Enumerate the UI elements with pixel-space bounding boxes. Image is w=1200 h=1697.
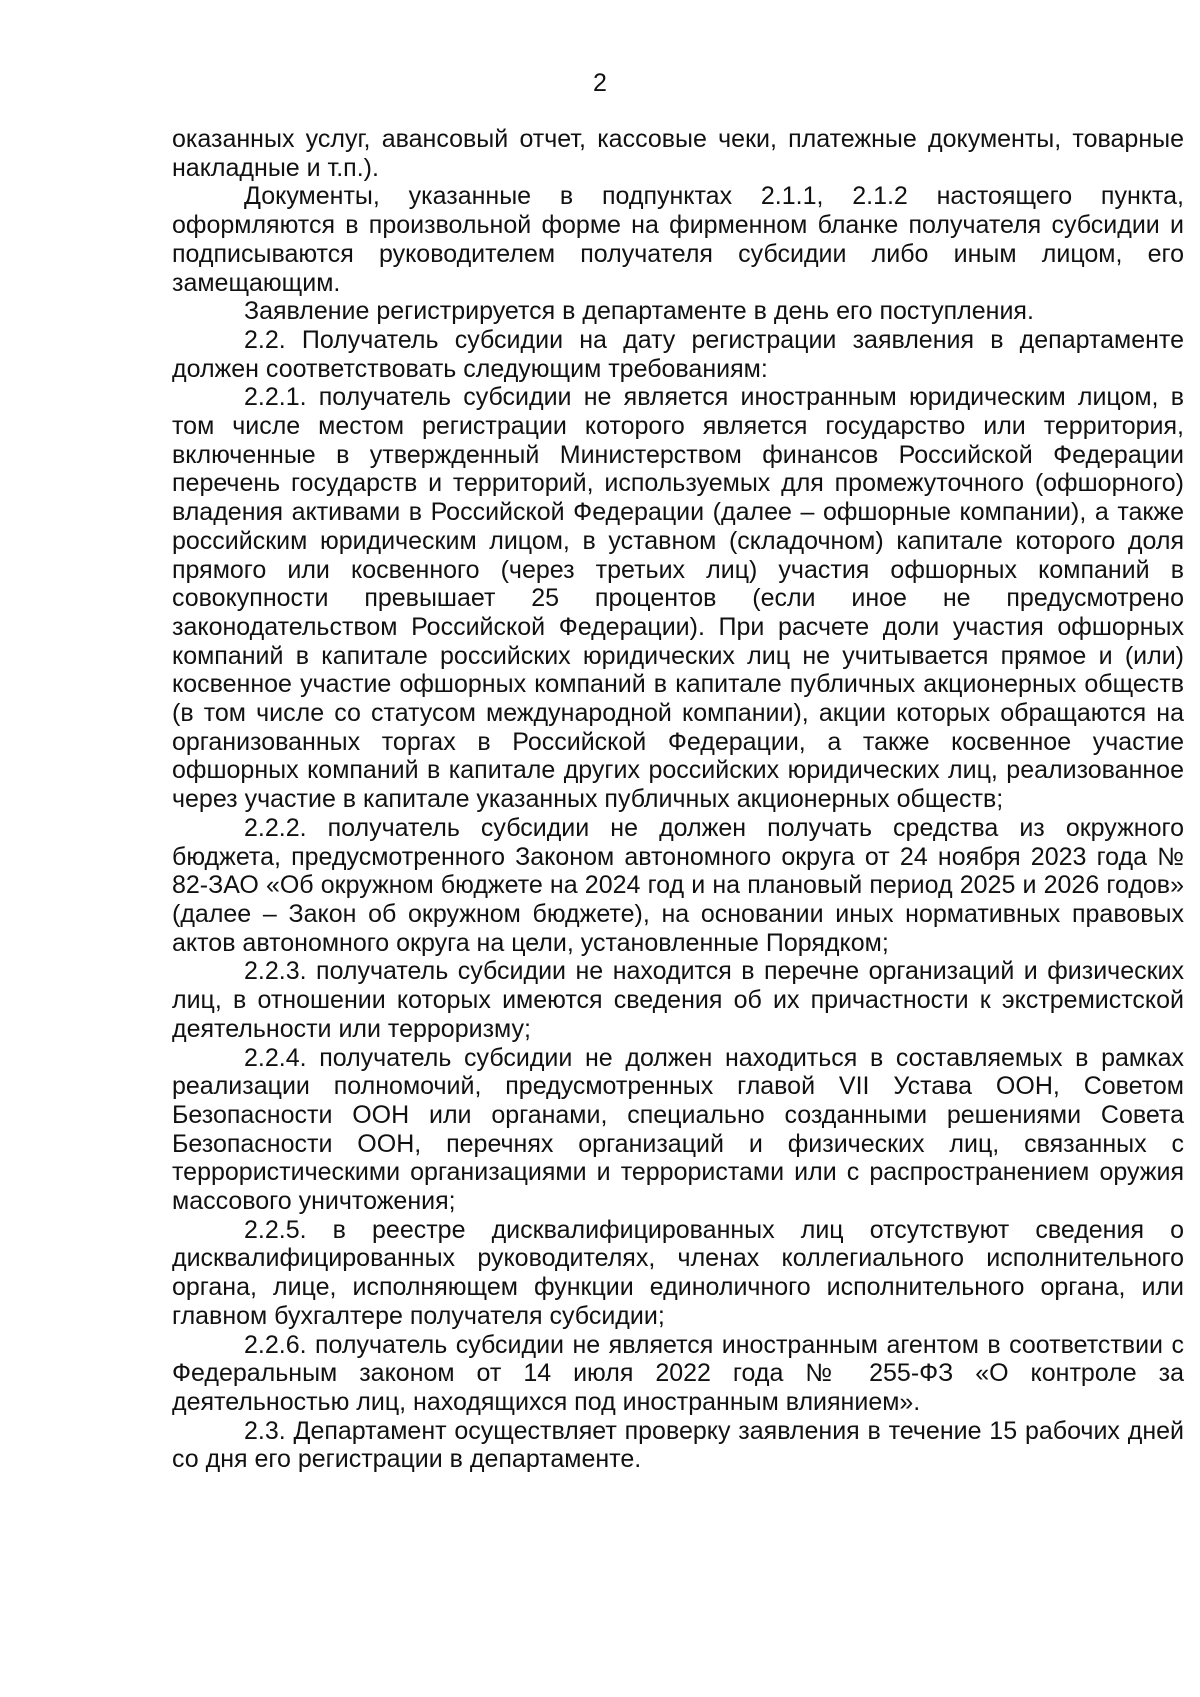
paragraph-2-2-5: 2.2.5. в реестре дисквалифицированных лиц отсутствуют сведения о дисквалифицированных руководителях, членах коллегиального исполнительного органа, лице, исполняющем функции единоличного исполнительного органа, или главном бухгалтере получателя субсидии; xyxy=(172,1215,1184,1330)
paragraph-continuation: оказанных услуг, авансовый отчет, кассовые чеки, платежные документы, товарные накладные и т.п.). xyxy=(172,125,1184,182)
paragraph-2-2: 2.2. Получатель субсидии на дату регистрации заявления в департаменте должен соответствовать следующим требованиям: xyxy=(172,325,1184,383)
paragraph-2-2-6: 2.2.6. получатель субсидии не является иностранным агентом в соответствии с Федеральным законом от 14 июля 2022 года № 255-ФЗ «О контроле за деятельностью лиц, находящихся под иностранным влиянием». xyxy=(172,1330,1184,1416)
paragraph-documents-form: Документы, указанные в подпунктах 2.1.1, 2.1.2 настоящего пункта, оформляются в произвольной форме на фирменном бланке получателя субсидии и подписываются руководителем получателя субсидии либо иным лицом, его замещающим. xyxy=(172,182,1184,297)
paragraph-registration: Заявление регистрируется в департаменте в день его поступления. xyxy=(244,297,1034,326)
paragraph-2-2-4: 2.2.4. получатель субсидии не должен находиться в составляемых в рамках реализации полномочий, предусмотренных главой VII Устава ООН, Советом Безопасности ООН или органами, специально созданными решениями Совета Безопасности ООН, перечнях организаций и физических лиц, связанных с террористическими организациями и террористами или с распространением оружия массового уничтожения; xyxy=(172,1043,1184,1216)
paragraph-2-2-3: 2.2.3. получатель субсидии не находится в перечне организаций и физических лиц, в отношении которых имеются сведения об их причастности к экстремистской деятельности или терроризму; xyxy=(172,957,1184,1043)
paragraph-2-2-2: 2.2.2. получатель субсидии не должен получать средства из окружного бюджета, предусмотренного Законом автономного округа от 24 ноября 2023 года № 82-ЗАО «Об окружном бюджете на 2024 год и на плановый период 2025 и 2026 годов» (далее – Закон об окружном бюджете), на основании иных нормативных правовых актов автономного округа на цели, установленные Порядком; xyxy=(172,813,1184,957)
page-number: 2 xyxy=(593,69,607,97)
paragraph-2-3: 2.3. Департамент осуществляет проверку заявления в течение 15 рабочих дней со дня его регистрации в департаменте. xyxy=(172,1416,1184,1474)
paragraph-2-2-1: 2.2.1. получатель субсидии не является иностранным юридическим лицом, в том числе местом регистрации которого является государство или территория, включенные в утвержденный Министерством финансов Российской Федерации перечень государств и территорий, используемых для промежуточного (офшорного) владения активами в Российской Федерации (далее – офшорные компании), а также российским юридическим лицом, в уставном (складочном) капитале которого доля прямого или косвенного (через третьих лиц) участия офшорных компаний в совокупности превышает 25 процентов (если иное не предусмотрено законодательством Российской Федерации). При расчете доли участия офшорных компаний в капитале российских юридических лиц не учитывается прямое и (или) косвенное участие офшорных компаний в капитале публичных акционерных обществ (в том числе со статусом международной компании), акции которых обращаются на организованных торгах в Российской Федерации, а также косвенное участие офшорных компаний в капитале других российских юридических лиц, реализованное через участие в капитале указанных публичных акционерных обществ; xyxy=(172,383,1184,814)
document-body xyxy=(172,125,1184,1474)
